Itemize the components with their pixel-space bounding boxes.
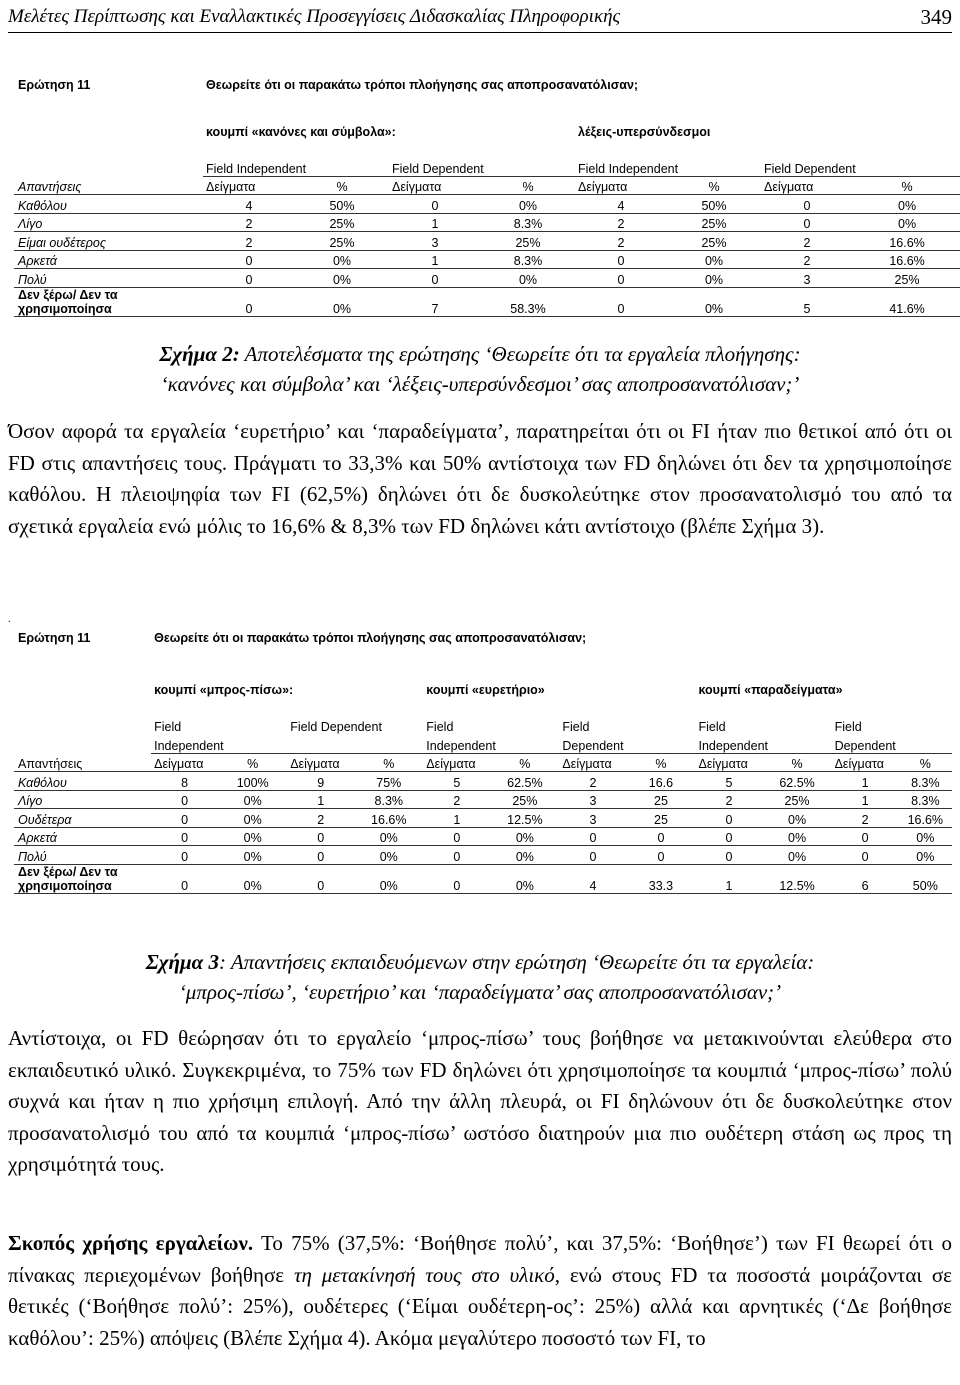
group-header: Field Independent xyxy=(203,158,389,177)
table-row xyxy=(15,232,960,251)
row-label: Ουδέτερα xyxy=(15,809,151,828)
table-cell: 33.3 xyxy=(627,864,695,893)
tool-header: λέξεις-υπερσύνδεσμοι xyxy=(575,121,960,140)
table-cell: 0 xyxy=(627,827,695,846)
col-header: % xyxy=(763,753,831,772)
table-cell: 0 xyxy=(695,846,763,865)
col-header: Δείγματα xyxy=(575,176,668,195)
table-cell: 0 xyxy=(559,827,627,846)
table-cell: 16.6 xyxy=(627,772,695,791)
table-cell: 0% xyxy=(491,827,559,846)
table-cell: 0% xyxy=(491,846,559,865)
table-cell: 4 xyxy=(575,195,668,214)
table-cell: 8.3% xyxy=(482,250,575,269)
table-cell: 1 xyxy=(831,772,899,791)
col-header: % xyxy=(627,753,695,772)
table-row xyxy=(15,809,952,828)
paragraph-text: Όσον αφορά τα εργαλεία ‘ευρετήριο’ και ‘παραδείγματα’, παρατηρείται ότι οι FI ήταν πιο θετικοί από ότι οι FD στις απαντήσεις τους. Πράγματι το 33,3% και 50% αντίστοιχα των FD δηλώνει ότι δεν τα χρησιμοποίησε καθόλου. Η πλειοψηφία των FI (62,5%) δηλώνει ότι δε δυσκολεύτηκε στον προσανατολισμό του από τα σχετικά εργαλεία ενώ μόλις το 16,6% & 8,3% των FD δηλώνει κάτι αντίστοιχο (βλέπε Σχήμα 3). xyxy=(8,419,952,538)
table-cell: 0% xyxy=(355,864,423,893)
table-cell: 7 xyxy=(389,287,482,316)
table-cell: 0 xyxy=(151,827,219,846)
paragraph xyxy=(8,416,952,542)
row-label: Δεν ξέρω/ Δεν τα χρησιμοποίησα xyxy=(15,864,151,893)
paragraph-run: ενώ στους FD τα ποσοστά μοιράζονται σε θετικές (‘Βοήθησε πολύ’: 25%), ουδέτερες (‘Είμαι ουδέτερη-ος’: 25%) αλλά και αρνητικές (‘Δε βοήθησε καθόλου’: 25%) απόψεις (Βλέπε Σχήμα 4). Ακόμα μεγαλύτερο ποσοστό των FI, το xyxy=(8,1262,952,1350)
col-header: % xyxy=(854,176,960,195)
row-label: Αρκετά xyxy=(15,827,151,846)
group-header: Field Independent xyxy=(575,158,761,177)
table-cell: 0 xyxy=(203,250,296,269)
table-cell: 62.5% xyxy=(763,772,831,791)
paragraph-text: Αντίστοιχα, οι FD θεώρησαν ότι το εργαλείο ‘μπρος-πίσω’ τους βοήθησε να μετακινούνται ελεύθερα στο εκπαιδευτικό υλικό. Συγκεκριμένα, το 75% των FD δηλώνει ότι χρησιμοποίησε τα κουμπιά ‘μπρος-πίσω’ πολύ συχνά και ήταν η πιο χρήσιμη επιλογή. Από την άλλη πλευρά, οι FI δηλώνουν ότι δε δυσκολεύτηκε στον προσανατολισμό του από τα κουμπιά ‘μπρος-πίσω’ ωστόσο διατηρούν μια πιο ουδέτερη στάση ως προς τη χρησιμότητά τους. xyxy=(8,1026,952,1176)
table-row xyxy=(15,827,952,846)
col-header: % xyxy=(668,176,761,195)
table-cell: 0 xyxy=(423,864,491,893)
col-header: Δείγματα xyxy=(831,753,899,772)
table-cell: 0% xyxy=(854,213,960,232)
table-cell: 0% xyxy=(355,846,423,865)
table-cell: 41.6% xyxy=(854,287,960,316)
table-cell: 0% xyxy=(219,790,287,809)
table-cell: 0 xyxy=(287,864,355,893)
table-cell: 0 xyxy=(203,287,296,316)
table-cell: 0 xyxy=(423,827,491,846)
table-cell: 0% xyxy=(219,846,287,865)
col-header: Δείγματα xyxy=(761,176,854,195)
table-cell: 0 xyxy=(627,846,695,865)
col-header: % xyxy=(219,753,287,772)
table-cell: 0 xyxy=(575,287,668,316)
paragraph-run: Το 75% (37,5%: ‘Βοήθησε πολύ’, και 37,5%: ‘Βοήθησε’) των FI θεωρεί ότι ο πίνακας περιεχομένων βοήθησε xyxy=(8,1231,952,1287)
row-label: Είμαι ουδέτερος xyxy=(15,232,203,251)
paragraph-text xyxy=(8,1228,952,1354)
table-cell: 5 xyxy=(761,287,854,316)
table-row xyxy=(15,287,960,316)
group-header: Field Dependent xyxy=(761,158,960,177)
group-header: Field xyxy=(831,716,951,735)
table-cell: 0% xyxy=(296,250,389,269)
answers-header: Απαντήσεις xyxy=(15,176,203,195)
row-label: Πολύ xyxy=(15,269,203,288)
caption-line: ‘μπρος-πίσω’, ‘ευρετήριο’ και ‘παραδείγματα’ σας αποπροσανατόλισαν;’ xyxy=(178,980,782,1004)
caption-line: : Απαντήσεις εκπαιδευόμενων στην ερώτηση ‘Θεωρείτε ότι τα εργαλεία: xyxy=(219,950,815,974)
table-cell: 0 xyxy=(151,864,219,893)
page-number: 349 xyxy=(920,4,952,29)
col-header: Δείγματα xyxy=(695,753,763,772)
table-cell: 1 xyxy=(831,790,899,809)
row-label: Πολύ xyxy=(15,846,151,865)
table-cell: 0 xyxy=(287,846,355,865)
table-cell: 0 xyxy=(151,790,219,809)
question-label: Ερώτηση 11 xyxy=(15,622,151,646)
question-label: Ερώτηση 11 xyxy=(15,69,203,93)
table-cell: 2 xyxy=(559,772,627,791)
col-header: Δείγματα xyxy=(203,176,296,195)
table-cell: 0 xyxy=(761,213,854,232)
table-cell: 25% xyxy=(296,213,389,232)
table-cell: 0% xyxy=(355,827,423,846)
group-header: Field Dependent xyxy=(389,158,575,177)
question-text: Θεωρείτε ότι οι παρακάτω τρόποι πλοήγησης σας αποπροσανατόλισαν; xyxy=(151,622,952,646)
table-cell: 0% xyxy=(668,250,761,269)
table-cell: 75% xyxy=(355,772,423,791)
table-cell: 12.5% xyxy=(763,864,831,893)
table-cell: 0 xyxy=(695,809,763,828)
table-cell: 4 xyxy=(203,195,296,214)
row-label: Καθόλου xyxy=(15,195,203,214)
table-cell: 100% xyxy=(219,772,287,791)
table-cell: 2 xyxy=(761,250,854,269)
table-cell: 0 xyxy=(761,195,854,214)
table-cell: 0% xyxy=(899,846,951,865)
table-cell: 16.6% xyxy=(854,232,960,251)
table-cell: 0% xyxy=(763,846,831,865)
table-cell: 2 xyxy=(287,809,355,828)
table-cell: 0% xyxy=(482,195,575,214)
table-cell: 50% xyxy=(899,864,951,893)
table-cell: 8.3% xyxy=(899,790,951,809)
table-row xyxy=(15,195,960,214)
table-cell: 2 xyxy=(203,213,296,232)
table-cell: 0 xyxy=(151,809,219,828)
table-cell: 25% xyxy=(668,232,761,251)
table-cell: 0 xyxy=(575,269,668,288)
row-label: Αρκετά xyxy=(15,250,203,269)
group-header: Field xyxy=(423,716,559,735)
figure-3-table xyxy=(14,621,952,894)
caption-line: ‘κανόνες και σύμβολα’ και ‘λέξεις-υπερσύνδεσμοι’ σας αποπροσανατόλισαν;’ xyxy=(160,372,800,396)
table-cell: 12.5% xyxy=(491,809,559,828)
table-row xyxy=(15,864,952,893)
table-row xyxy=(15,269,960,288)
table-cell: 25% xyxy=(668,213,761,232)
table-cell: 2 xyxy=(761,232,854,251)
table-cell: 0% xyxy=(491,864,559,893)
table-cell: 8 xyxy=(151,772,219,791)
col-header: Δείγματα xyxy=(559,753,627,772)
table-cell: 1 xyxy=(695,864,763,893)
table-cell: 2 xyxy=(423,790,491,809)
table-cell: 3 xyxy=(559,790,627,809)
group-header: Dependent xyxy=(559,735,695,754)
table-cell: 25% xyxy=(482,232,575,251)
table-cell: 0 xyxy=(575,250,668,269)
table-cell: 25% xyxy=(854,269,960,288)
table-cell: 0% xyxy=(763,827,831,846)
table-cell: 0 xyxy=(389,195,482,214)
tool-header: κουμπί «παραδείγματα» xyxy=(695,676,952,698)
row-label: Καθόλου xyxy=(15,772,151,791)
table-cell: 4 xyxy=(559,864,627,893)
table-row xyxy=(15,213,960,232)
col-header: Δείγματα xyxy=(151,753,219,772)
table-cell: 0% xyxy=(763,809,831,828)
table-cell: 50% xyxy=(668,195,761,214)
table-cell: 2 xyxy=(831,809,899,828)
table-cell: 0 xyxy=(831,827,899,846)
table-row xyxy=(15,846,952,865)
figure-3-caption xyxy=(0,947,960,1007)
section-heading: Σκοπός χρήσης εργαλείων. xyxy=(8,1231,254,1255)
group-header: Field Dependent xyxy=(287,716,423,735)
col-header: Δείγματα xyxy=(389,176,482,195)
table-cell: 0 xyxy=(389,269,482,288)
answers-header: Απαντήσεις xyxy=(15,753,151,772)
table-cell: 16.6% xyxy=(854,250,960,269)
table-cell: 1 xyxy=(389,213,482,232)
table-cell: 0% xyxy=(219,864,287,893)
table-cell: 0% xyxy=(668,287,761,316)
table-cell: 3 xyxy=(761,269,854,288)
table-row xyxy=(15,790,952,809)
group-header: Independent xyxy=(695,735,831,754)
table-cell: 0% xyxy=(219,827,287,846)
col-header: Δείγματα xyxy=(423,753,491,772)
table-cell: 0% xyxy=(296,269,389,288)
group-header xyxy=(287,735,423,754)
paragraph xyxy=(8,1228,952,1354)
table-cell: 3 xyxy=(389,232,482,251)
col-header: Δείγματα xyxy=(287,753,355,772)
row-label: Δεν ξέρω/ Δεν τα χρησιμοποίησα xyxy=(15,287,203,316)
group-header: Field xyxy=(151,716,287,735)
caption-line: Αποτελέσματα της ερώτησης ‘Θεωρείτε ότι τα εργαλεία πλοήγησης: xyxy=(239,342,801,366)
table-cell: 25 xyxy=(627,809,695,828)
table-cell: 8.3% xyxy=(355,790,423,809)
table-cell: 2 xyxy=(695,790,763,809)
table-cell: 0 xyxy=(203,269,296,288)
table-cell: 6 xyxy=(831,864,899,893)
tool-header: κουμπί «κανόνες και σύμβολα»: xyxy=(203,121,575,140)
table-row xyxy=(15,250,960,269)
table-cell: 2 xyxy=(575,232,668,251)
table-cell: 0% xyxy=(296,287,389,316)
table-cell: 0 xyxy=(559,846,627,865)
row-label: Λίγο xyxy=(15,790,151,809)
table-cell: 50% xyxy=(296,195,389,214)
paragraph-run: τη μετακίνησή τους στο υλικό, xyxy=(293,1262,560,1287)
running-title: Μελέτες Περίπτωσης και Εναλλακτικές Προσεγγίσεις Διδασκαλίας Πληροφορικής xyxy=(8,6,621,27)
tool-header: κουμπί «μπρος-πίσω»: xyxy=(151,676,423,698)
group-header: Independent xyxy=(151,735,287,754)
table-row xyxy=(15,772,952,791)
table-cell: 16.6% xyxy=(355,809,423,828)
table-cell: 62.5% xyxy=(491,772,559,791)
table-cell: 25 xyxy=(627,790,695,809)
page-header xyxy=(8,2,952,33)
group-header: Independent xyxy=(423,735,559,754)
table-cell: 0% xyxy=(854,195,960,214)
table-cell: 0 xyxy=(831,846,899,865)
table-cell: 25% xyxy=(763,790,831,809)
group-header: Field xyxy=(695,716,831,735)
table-cell: 1 xyxy=(423,809,491,828)
row-label: Λίγο xyxy=(15,213,203,232)
group-header: Dependent xyxy=(831,735,951,754)
table-cell: 5 xyxy=(423,772,491,791)
table-cell: 1 xyxy=(287,790,355,809)
col-header: % xyxy=(482,176,575,195)
paragraph xyxy=(8,1023,952,1181)
table-cell: 25% xyxy=(491,790,559,809)
table-cell: 0 xyxy=(287,827,355,846)
col-header: % xyxy=(899,753,951,772)
table-cell: 5 xyxy=(695,772,763,791)
tool-header: κουμπί «ευρετήριο» xyxy=(423,676,695,698)
table-cell: 3 xyxy=(559,809,627,828)
table-cell: 9 xyxy=(287,772,355,791)
table-cell: 0 xyxy=(151,846,219,865)
table-cell: 0 xyxy=(423,846,491,865)
caption-label: Σχήμα 2: xyxy=(159,342,240,366)
question-text: Θεωρείτε ότι οι παρακάτω τρόποι πλοήγησης σας αποπροσανατόλισαν; xyxy=(203,69,960,93)
table-cell: 0 xyxy=(695,827,763,846)
table-cell: 58.3% xyxy=(482,287,575,316)
table-cell: 8.3% xyxy=(482,213,575,232)
table-cell: 16.6% xyxy=(899,809,951,828)
col-header: % xyxy=(296,176,389,195)
table-cell: 0% xyxy=(668,269,761,288)
table-cell: 0% xyxy=(899,827,951,846)
table-cell: 25% xyxy=(296,232,389,251)
table-cell: 8.3% xyxy=(899,772,951,791)
col-header: % xyxy=(355,753,423,772)
table-cell: 0% xyxy=(482,269,575,288)
table-cell: 2 xyxy=(575,213,668,232)
marker: . xyxy=(8,614,11,625)
figure-2-table xyxy=(14,68,960,317)
caption-label: Σχήμα 3 xyxy=(145,950,220,974)
table-cell: 1 xyxy=(389,250,482,269)
figure-2-caption xyxy=(0,339,960,399)
group-header: Field xyxy=(559,716,695,735)
col-header: % xyxy=(491,753,559,772)
table-cell: 0% xyxy=(219,809,287,828)
table-cell: 2 xyxy=(203,232,296,251)
